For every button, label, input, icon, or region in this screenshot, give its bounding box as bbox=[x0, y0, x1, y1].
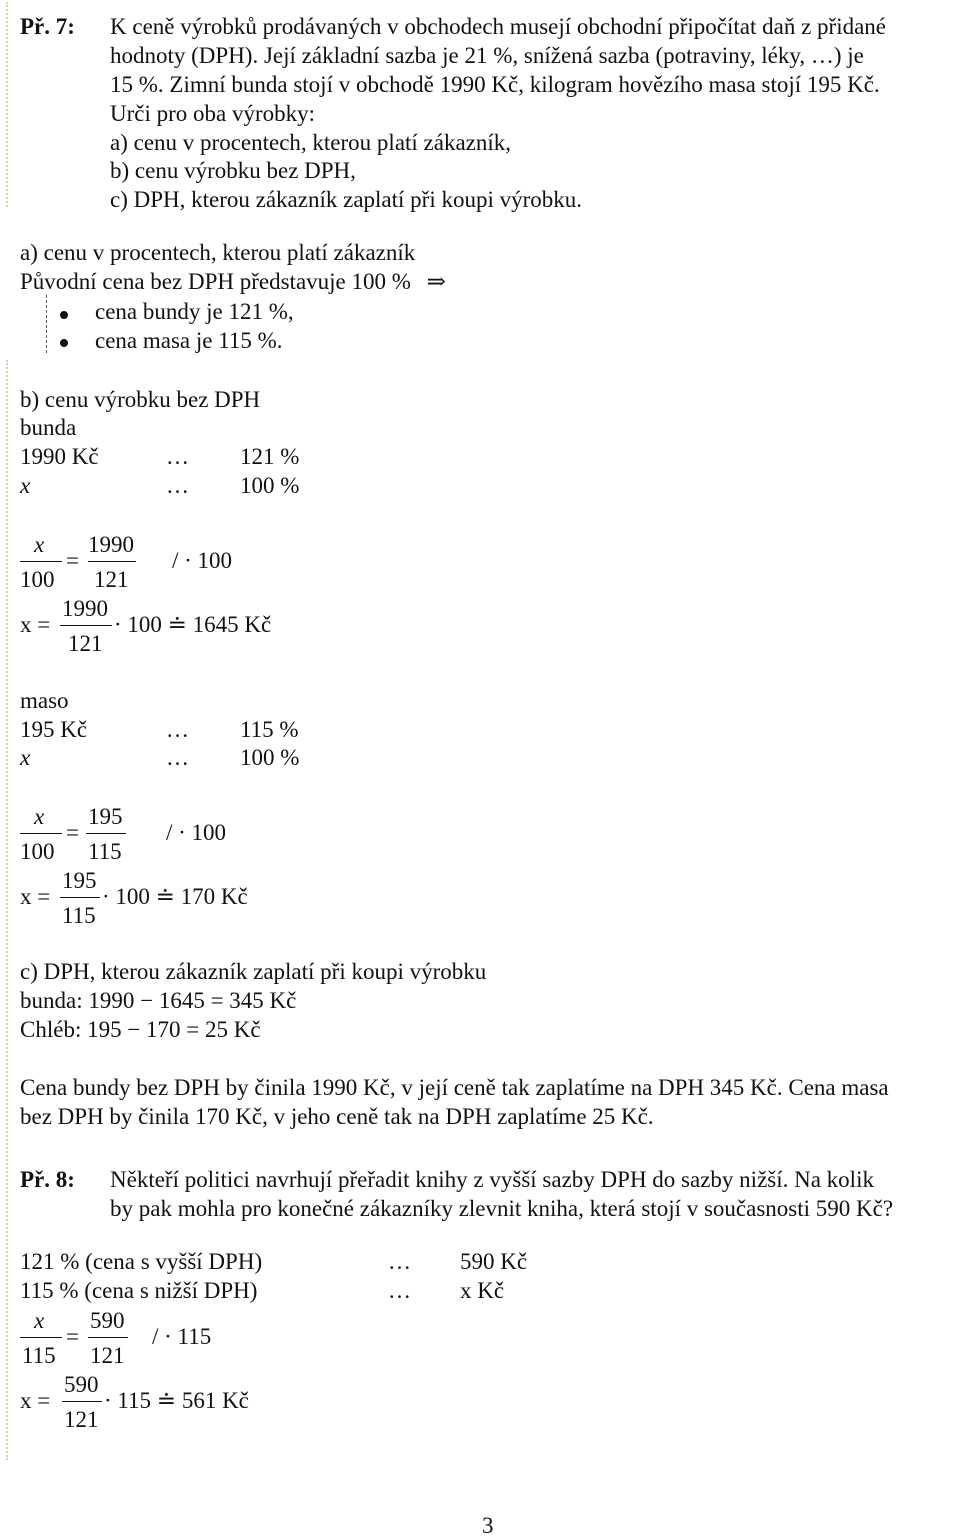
exercise-7-line: Urči pro oba výrobky: bbox=[110, 101, 316, 126]
fraction-denominator: 121 bbox=[64, 1407, 99, 1432]
part-c-line-2: Chléb: 195 − 170 = 25 Kč bbox=[20, 1017, 261, 1042]
part-a-line bbox=[20, 267, 446, 296]
fraction-bar bbox=[20, 1337, 62, 1338]
exercise-7-line: c) DPH, kterou zákazník zaplatí při koupi výrobku. bbox=[110, 187, 583, 212]
part-a-text: Původní cena bez DPH představuje 100 % bbox=[20, 269, 411, 294]
operation-note: / · 100 bbox=[172, 548, 233, 573]
bunda-row-1-col-1: 1990 Kč bbox=[20, 444, 99, 469]
ex8-row-2-col-1: 115 % (cena s nižší DPH) bbox=[20, 1278, 258, 1303]
equation-rest: · 100 ≐ 1645 Kč bbox=[114, 612, 272, 637]
fraction-denominator: 100 bbox=[20, 839, 55, 864]
equation-rest: · 100 ≐ 170 Kč bbox=[102, 884, 248, 909]
equals-sign: = bbox=[66, 820, 79, 845]
exercise-7-line: 15 %. Zimní bunda stojí v obchodě 1990 Kč, kilogram hovězího masa stojí 195 Kč. bbox=[110, 72, 880, 97]
equation-lhs: x = bbox=[20, 884, 51, 909]
fraction-denominator: 100 bbox=[20, 567, 55, 592]
ex8-row-2-col-3: x Kč bbox=[460, 1278, 505, 1303]
operation-note: / · 115 bbox=[152, 1324, 212, 1349]
exercise-8-label: Př. 8: bbox=[20, 1167, 75, 1192]
bunda-row-2-col-1: x bbox=[20, 473, 31, 498]
fraction-denominator: 115 bbox=[88, 839, 122, 864]
fraction-denominator: 121 bbox=[90, 1343, 125, 1368]
ex8-row-2-col-2: … bbox=[388, 1278, 411, 1303]
fraction-numerator: x bbox=[34, 804, 45, 829]
ex8-row-1-col-2: … bbox=[388, 1249, 411, 1274]
bullet-icon bbox=[60, 339, 68, 347]
conclusion-line-1: Cena bundy bez DPH by činila 1990 Kč, v její ceně tak zaplatíme na DPH 345 Kč. Cena masa bbox=[20, 1075, 889, 1100]
exercise-7-line: K ceně výrobků prodávaných v obchodech musejí obchodní připočítat daň z přidané bbox=[110, 14, 887, 39]
exercise-7-line: hodnoty (DPH). Její základní sazba je 21 %, snížená sazba (potraviny, léky, …) je bbox=[110, 43, 864, 68]
bunda-row-2-col-3: 100 % bbox=[240, 473, 300, 498]
equation-lhs: x = bbox=[20, 612, 51, 637]
fraction-numerator: x bbox=[34, 1308, 45, 1333]
bullet-item: cena bundy je 121 %, bbox=[95, 299, 294, 324]
bullet-icon bbox=[60, 311, 68, 319]
fraction-bar bbox=[60, 625, 112, 626]
bunda-row-2-col-2: … bbox=[166, 473, 189, 498]
fraction-bar bbox=[20, 833, 62, 834]
bunda-row-1-col-3: 121 % bbox=[240, 444, 300, 469]
maso-row-2-col-2: … bbox=[166, 745, 189, 770]
margin-line-bottom bbox=[6, 360, 8, 1460]
fraction-bar bbox=[88, 1337, 128, 1338]
maso-row-1-col-3: 115 % bbox=[240, 717, 299, 742]
fraction-bar bbox=[20, 561, 62, 562]
fraction-numerator: 1990 bbox=[88, 532, 134, 557]
exercise-7-label: Př. 7: bbox=[20, 14, 75, 39]
equation-rest: · 115 ≐ 561 Kč bbox=[104, 1388, 249, 1413]
page-number: 3 bbox=[482, 1513, 494, 1538]
part-c-line-1: bunda: 1990 − 1645 = 345 Kč bbox=[20, 988, 297, 1013]
maso-row-2-col-3: 100 % bbox=[240, 745, 300, 770]
fraction-numerator: 195 bbox=[88, 804, 123, 829]
part-b-heading: b) cenu výrobku bez DPH bbox=[20, 387, 261, 412]
part-c-heading: c) DPH, kterou zákazník zaplatí při koupi výrobku bbox=[20, 959, 487, 984]
implies-arrow-icon: ⇒ bbox=[426, 269, 446, 294]
operation-note: / · 100 bbox=[166, 820, 227, 845]
bunda-label: bunda bbox=[20, 415, 77, 440]
ex8-row-1-col-3: 590 Kč bbox=[460, 1249, 528, 1274]
part-a-heading: a) cenu v procentech, kterou platí zákazník bbox=[20, 240, 416, 265]
fraction-bar bbox=[88, 561, 136, 562]
fraction-denominator: 115 bbox=[62, 903, 96, 928]
conclusion-line-2: bez DPH by činila 170 Kč, v jeho ceně tak na DPH zaplatíme 25 Kč. bbox=[20, 1104, 654, 1129]
fraction-numerator: 590 bbox=[90, 1308, 125, 1333]
maso-label: maso bbox=[20, 688, 69, 713]
exercise-8-line: Někteří politici navrhují přeřadit knihy z vyšší sazby DPH do sazby nižší. Na kolik bbox=[110, 1167, 874, 1192]
bullet-item: cena masa je 115 %. bbox=[95, 328, 283, 353]
fraction-numerator: 1990 bbox=[62, 596, 108, 621]
equals-sign: = bbox=[66, 1324, 79, 1349]
fraction-bar bbox=[60, 897, 100, 898]
equals-sign: = bbox=[66, 548, 79, 573]
exercise-8-line: by pak mohla pro konečné zákazníky zlevnit kniha, která stojí v současnosti 590 Kč? bbox=[110, 1196, 894, 1221]
fraction-denominator: 115 bbox=[22, 1343, 56, 1368]
maso-row-1-col-2: … bbox=[166, 717, 189, 742]
fraction-denominator: 121 bbox=[94, 567, 129, 592]
maso-row-1-col-1: 195 Kč bbox=[20, 717, 88, 742]
fraction-bar bbox=[62, 1401, 102, 1402]
equation-lhs: x = bbox=[20, 1388, 51, 1413]
exercise-7-line: a) cenu v procentech, kterou platí zákazník, bbox=[110, 130, 512, 155]
exercise-7-line: b) cenu výrobku bez DPH, bbox=[110, 158, 356, 183]
maso-row-2-col-1: x bbox=[20, 745, 31, 770]
fraction-numerator: x bbox=[34, 532, 45, 557]
margin-line-top bbox=[6, 2, 8, 207]
fraction-denominator: 121 bbox=[68, 631, 103, 656]
fraction-bar bbox=[86, 833, 126, 834]
fraction-numerator: 195 bbox=[62, 868, 97, 893]
ex8-row-1-col-1: 121 % (cena s vyšší DPH) bbox=[20, 1249, 263, 1274]
bullet-guide-line bbox=[46, 295, 47, 353]
bunda-row-1-col-2: … bbox=[166, 444, 189, 469]
fraction-numerator: 590 bbox=[64, 1372, 99, 1397]
